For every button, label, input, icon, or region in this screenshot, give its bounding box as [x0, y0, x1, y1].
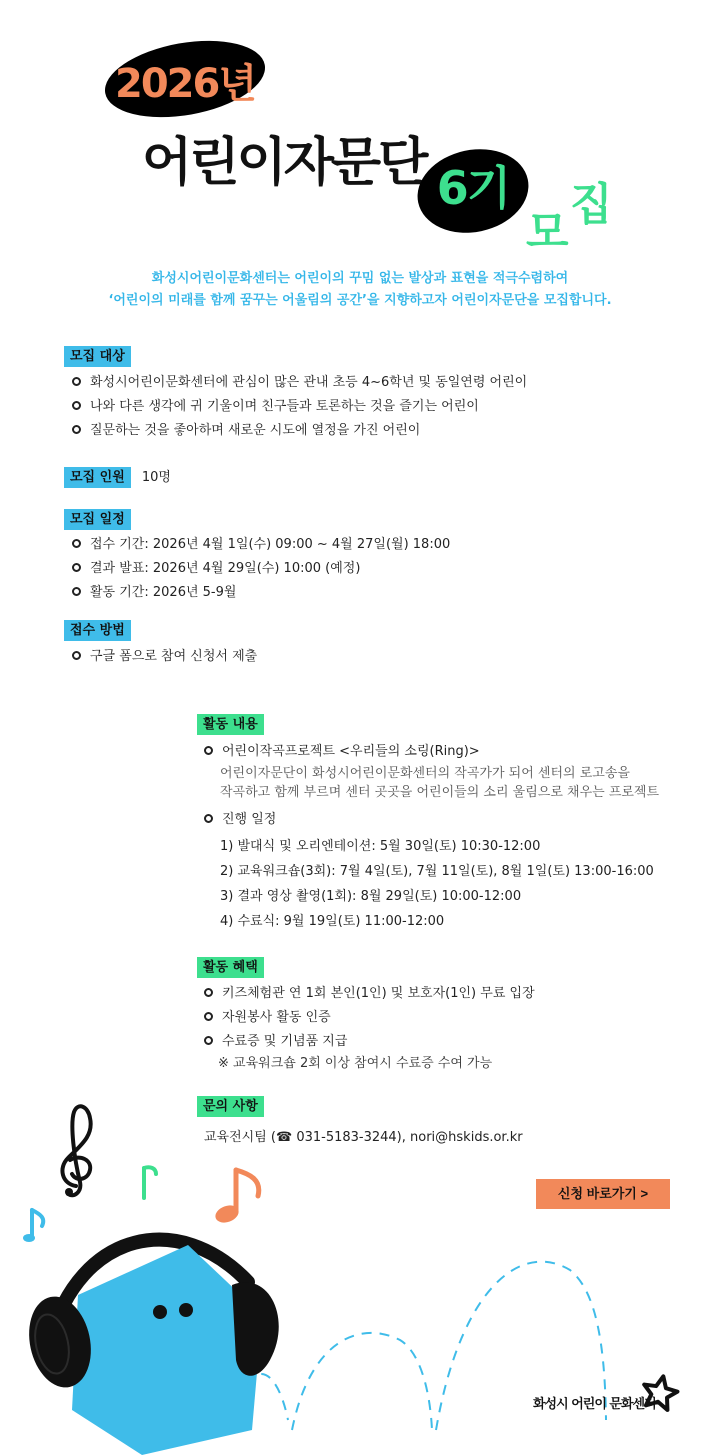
year-label: 2026년	[115, 61, 255, 107]
list-item: 구글 폼으로 참여 신청서 제출	[72, 645, 257, 669]
method-label: 접수 방법	[64, 620, 131, 641]
green-note-icon	[144, 1167, 156, 1198]
list-item: 활동 기간: 2026년 5-9월	[72, 581, 450, 605]
benefits-section	[197, 956, 264, 978]
bullet-circle-icon	[204, 988, 213, 997]
bullet-circle-icon	[204, 746, 213, 755]
method-list	[72, 645, 257, 669]
character-eye-left	[153, 1305, 167, 1319]
progress-list	[220, 834, 654, 934]
footer-logo-text: 화성시 어린이 문화센터	[533, 1397, 656, 1412]
generation-label: 6기	[436, 161, 510, 215]
list-item: 접수 기간: 2026년 4월 1일(수) 09:00 ~ 4월 27일(월) 18:00	[72, 533, 450, 557]
headphone-right-cup	[232, 1282, 279, 1375]
intro-line-2: ‘어린이의 미래를 함께 꿈꾸는 어울림의 공간’을 지향하고자 어린이자문단을 모집합니다.	[108, 293, 612, 308]
treble-clef-icon	[62, 1106, 90, 1196]
target-label: 모집 대상	[64, 346, 131, 367]
intro-line-1: 화성시어린이문화센터는 어린이의 꾸밈 없는 발상과 표현을 적극수렴하여	[151, 271, 569, 286]
schedule-label: 모집 일정	[64, 509, 131, 530]
target-section	[64, 345, 131, 367]
bullet-circle-icon	[204, 1036, 213, 1045]
bullet-circle-icon	[204, 1012, 213, 1021]
intro-text	[0, 268, 720, 312]
project-desc-line-1: 어린이자문단이 화성시어린이문화센터의 작곡가가 되어 센터의 로고송을	[220, 766, 630, 781]
list-item: 나와 다른 생각에 귀 기울이며 친구들과 토론하는 것을 즐기는 어린이	[72, 395, 527, 419]
project-desc-line-2: 작곡하고 함께 부르며 센터 곳곳을 어린이들의 소리 울림으로 채우는 프로젝트	[220, 785, 660, 800]
list-item: 수료증 및 기념품 지급	[204, 1030, 535, 1054]
headcount-value: 10명	[141, 470, 171, 485]
contact-label: 문의 사항	[197, 1096, 264, 1117]
benefits-label: 활동 혜택	[197, 957, 264, 978]
activity-label: 활동 내용	[197, 714, 264, 735]
activity-project	[204, 740, 659, 802]
headcount-label: 모집 인원	[64, 467, 131, 488]
progress-title: 진행 일정	[204, 808, 276, 832]
benefits-note: ※ 교육워크숍 2회 이상 참여시 수료증 수여 가능	[218, 1056, 493, 1071]
orange-note-icon	[213, 1170, 259, 1226]
activity-progress	[204, 808, 276, 832]
target-list	[72, 371, 527, 443]
blue-note-icon	[23, 1210, 43, 1242]
bullet-circle-icon	[72, 425, 81, 434]
list-item: 키즈체험관 연 1회 본인(1인) 및 보호자(1인) 무료 입장	[204, 982, 535, 1006]
contact-text: 교육전시팀 (☎ 031-5183-3244), nori@hskids.or.kr	[204, 1130, 523, 1145]
schedule-list	[72, 533, 450, 605]
bullet-circle-icon	[204, 814, 213, 823]
list-item: 1) 발대식 및 오리엔테이션: 5월 30일(토) 10:30-12:00	[220, 839, 541, 854]
list-item: 화성시어린이문화센터에 관심이 많은 관내 초등 4~6학년 및 동일연령 어린이	[72, 371, 527, 395]
bullet-circle-icon	[72, 539, 81, 548]
recruit-text-2: 집	[570, 179, 613, 230]
method-section	[64, 619, 131, 641]
list-item: 3) 결과 영상 촬영(1회): 8월 29일(토) 10:00-12:00	[220, 889, 522, 904]
bullet-circle-icon	[72, 563, 81, 572]
list-item: 4) 수료식: 9월 19일(토) 11:00-12:00	[220, 914, 445, 929]
list-item: 결과 발표: 2026년 4월 29일(수) 10:00 (예정)	[72, 557, 450, 581]
bullet-circle-icon	[72, 651, 81, 660]
benefits-list	[204, 982, 535, 1073]
schedule-section	[64, 508, 131, 530]
character-eye-right	[179, 1303, 193, 1317]
list-item: 질문하는 것을 좋아하며 새로운 시도에 열정을 가진 어린이	[72, 419, 527, 443]
headcount-section	[64, 466, 171, 488]
activity-section	[197, 713, 264, 735]
bullet-circle-icon	[72, 377, 81, 386]
list-item: 2) 교육워크숍(3회): 7월 4일(토), 7월 11일(토), 8월 1일(토) 13:00-16:00	[220, 864, 654, 879]
bullet-circle-icon	[72, 587, 81, 596]
apply-button[interactable]: 신청 바로가기 >	[536, 1179, 670, 1209]
page-title: 어린이자문단	[142, 133, 426, 193]
bullet-circle-icon	[72, 401, 81, 410]
list-item: 자원봉사 활동 인증	[204, 1006, 535, 1030]
recruit-text-1: 모	[526, 207, 569, 258]
project-title: 어린이작곡프로젝트 <우리들의 소링(Ring)>	[204, 740, 659, 764]
sound-wave-arc	[292, 1333, 432, 1430]
